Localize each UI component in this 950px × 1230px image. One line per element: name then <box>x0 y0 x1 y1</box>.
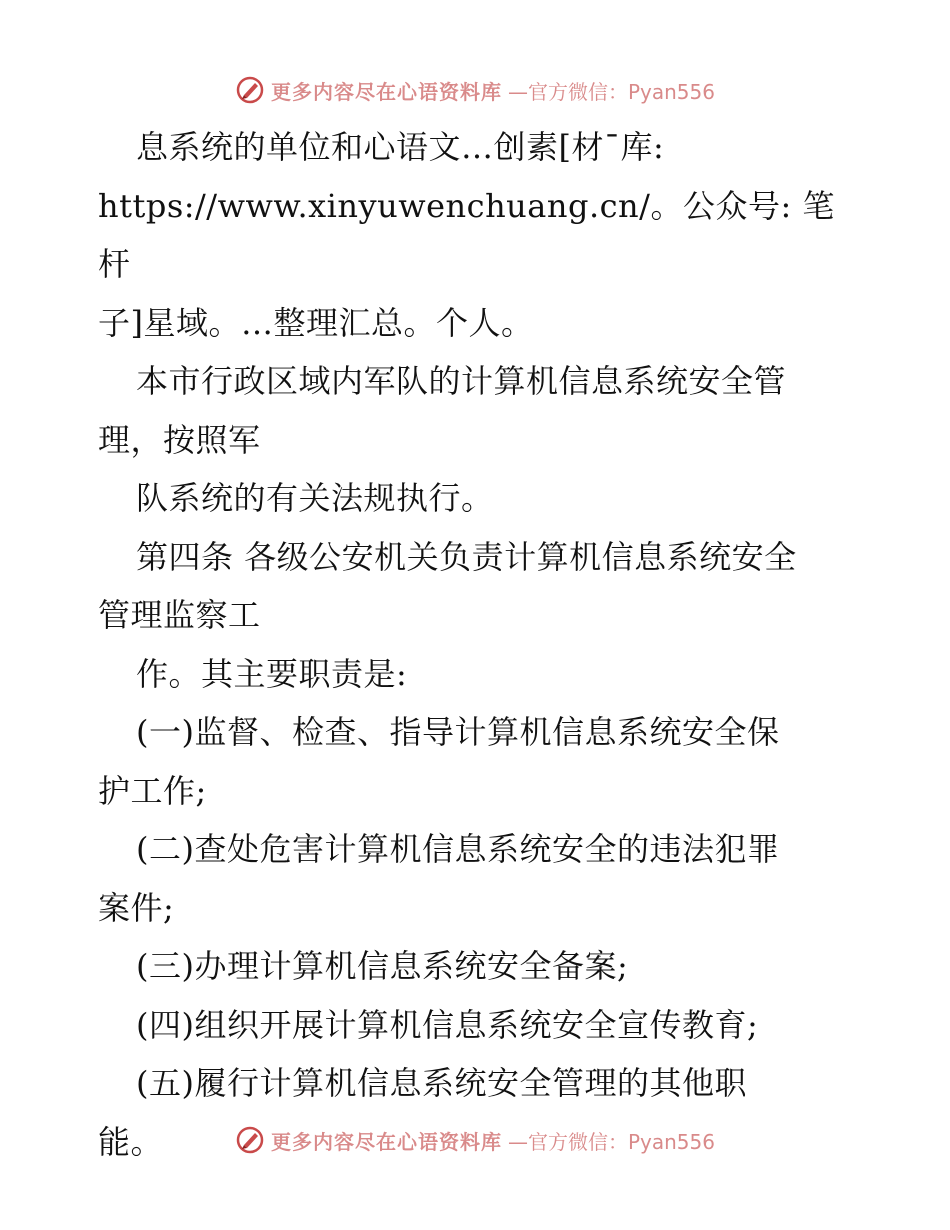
pen-logo-icon <box>235 1125 265 1155</box>
paragraph-line: 子]星域。…整理汇总。个人。 <box>98 303 534 342</box>
banner-text: 更多内容尽在心语资料库 <box>270 1129 502 1154</box>
banner-wechat: —官方微信：Pyan556 <box>507 1129 715 1154</box>
header-banner <box>0 70 950 110</box>
paragraph-line: 管理监察工 <box>98 596 261 634</box>
paragraph-line: 第四条 各级公安机关负责计算机信息系统安全 <box>136 537 797 576</box>
paragraph-line: 能。 <box>98 1122 164 1161</box>
paragraph-line: 作。其主要职责是: <box>136 654 408 693</box>
paragraph-line: (二)查处危害计算机信息系统安全的违法犯罪 <box>136 830 780 868</box>
banner-text: 更多内容尽在心语资料库 <box>270 79 502 104</box>
paragraph-line: (一)监督、检查、指导计算机信息系统安全保 <box>136 713 780 751</box>
paragraph-line: 息系统的单位和心语文…创素[材¯库: <box>136 128 665 166</box>
paragraph-line: 护工作; <box>98 771 207 810</box>
paragraph-line: (四)组织开展计算机信息系统安全宣传教育; <box>136 1005 759 1044</box>
paragraph-line: 案件; <box>98 888 175 927</box>
paragraph-line: 本市行政区域内军队的计算机信息系统安全管 <box>136 362 787 400</box>
document-body <box>98 118 858 1171</box>
footer-banner <box>0 1120 950 1160</box>
banner-wechat: —官方微信：Pyan556 <box>507 79 715 104</box>
paragraph-line: (三)办理计算机信息系统安全备案; <box>136 947 629 985</box>
paragraph-line: https://www.xinyuwenchuang.cn/。公众号: 笔杆 <box>98 186 835 283</box>
pen-logo-icon <box>235 75 265 105</box>
paragraph-line: (五)履行计算机信息系统安全管理的其他职 <box>136 1064 747 1102</box>
paragraph-line: 队系统的有关法规执行。 <box>136 479 494 517</box>
paragraph-line: 理，按照军 <box>98 420 261 459</box>
